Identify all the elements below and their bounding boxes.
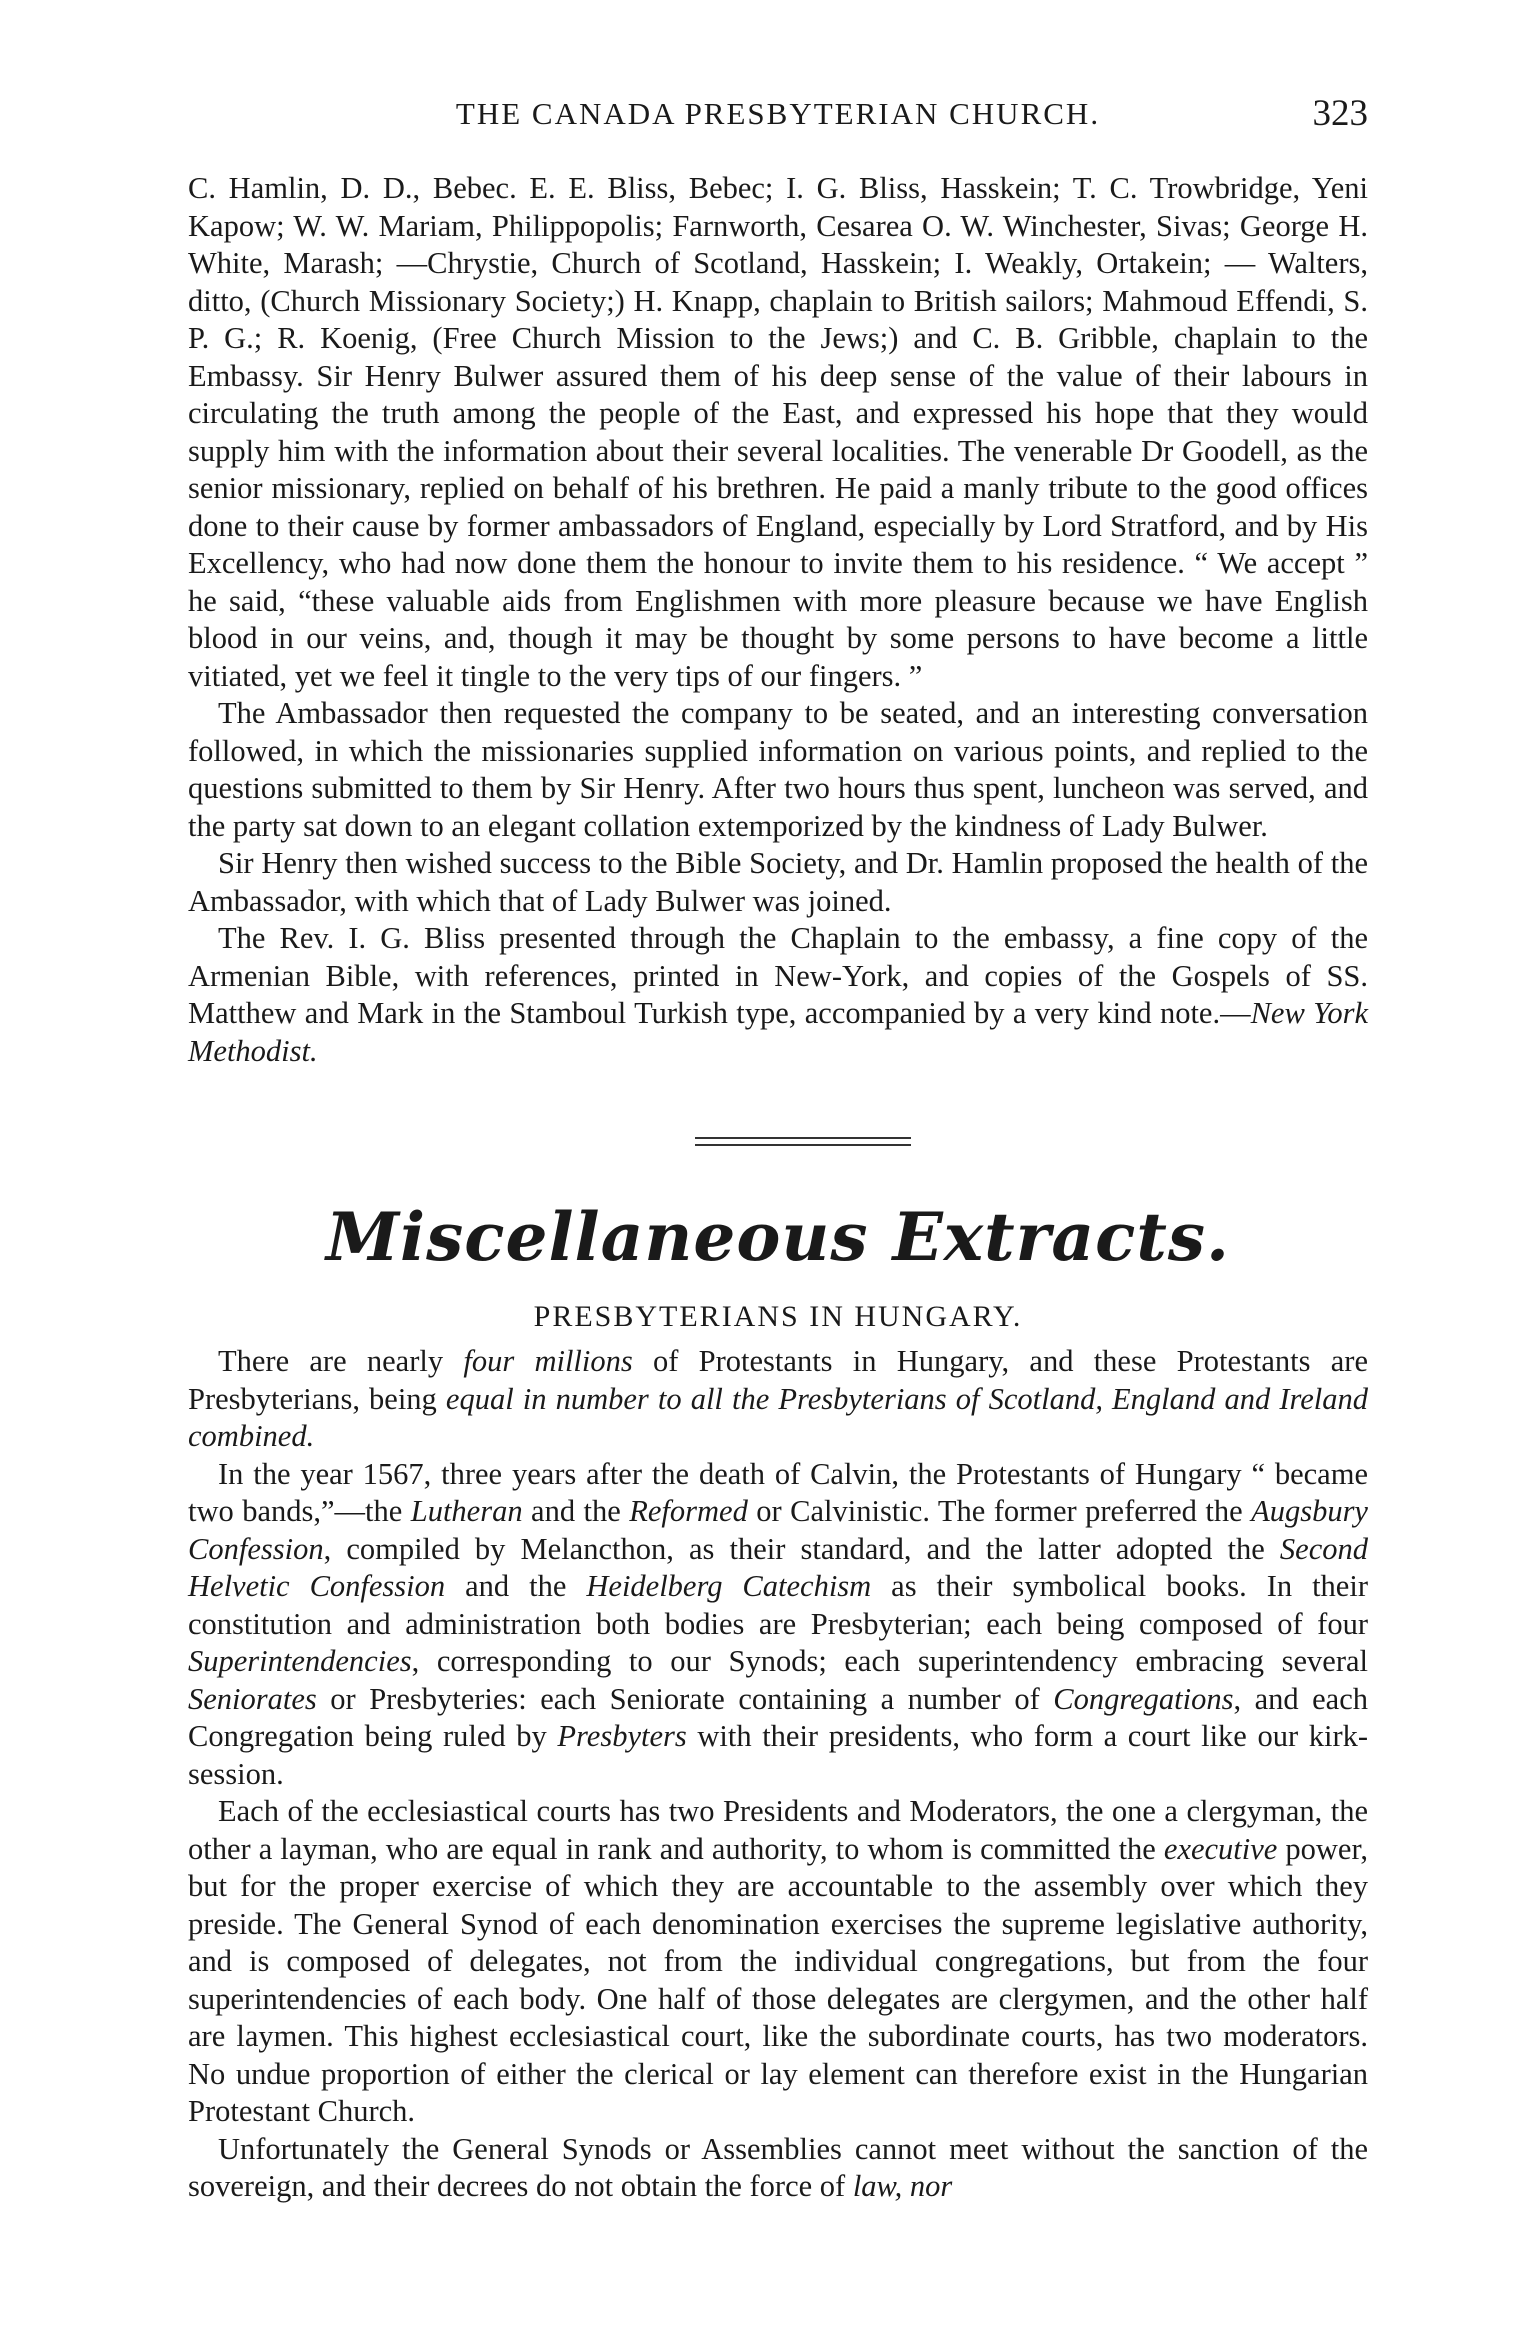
article-paragraph (188, 1456, 1368, 1794)
text-span: power, but for the proper exercise of which they are accountable to the assembly over which they preside. The General Synod of each denomination exercises the supreme legislative authority, and is composed of delegates, not from the individual congregations, but from the four superintendencies of each body. One half of those delegates are clergymen, and the other half are laymen. This highest ecclesiastical court, like the subordinate courts, has two moderators. No undue proportion of either the clerical or lay element can therefore exist in the Hungarian Protestant Church. (188, 1831, 1369, 2128)
text-span: , and each Congregation being ruled by (188, 1681, 1368, 1753)
text-span: Each of the ecclesiastical courts has two Presidents and Moderators, the one a clergyman, the other a layman, who are equal in rank and authority, to whom is committed the (188, 1794, 1368, 1866)
italic-span: Congregations (1053, 1681, 1234, 1716)
report-paragraph: Sir Henry then wished success to the Bible Society, and Dr. Hamlin proposed the health of the Ambassador, with which that of Lady Bulwer was joined. (188, 846, 1368, 918)
article-paragraph (188, 1343, 1368, 1456)
italic-span: Seniorates (188, 1681, 317, 1716)
report-text (188, 170, 1368, 1070)
text-span: , corresponding to our Synods; each superintendency embracing several (411, 1644, 1368, 1678)
italic-span: Heidelberg Catechism (586, 1569, 872, 1603)
italic-span: Presbyters (557, 1719, 687, 1753)
italic-span: executive (1163, 1831, 1278, 1866)
divider-rule (695, 1144, 911, 1146)
italic-span: Reformed (629, 1494, 748, 1528)
article-title: PRESBYTERIANS IN HUNGARY. (533, 1300, 1023, 1333)
text-span: of Protestants in Hungary, and these Protestants are Presbyterians, being (188, 1344, 1368, 1416)
text-span: as their symbolical books. In their constitution and administration both bodies are Presbyterian; each being composed of four (188, 1569, 1368, 1641)
text-span: and the (522, 1494, 630, 1528)
text-span: There are nearly (218, 1344, 464, 1378)
text-span: Unfortunately the General Synods or Assemblies cannot meet without the sanction of the sovereign, and their decrees do not obtain the force of (188, 2131, 1368, 2203)
text-span: or Calvinistic. The former preferred the (747, 1494, 1252, 1528)
italic-span: Superintendencies (188, 1644, 412, 1678)
divider-rule (695, 1137, 911, 1139)
report-text-span: The Rev. I. G. Bliss presented through the Chaplain to the embassy, a fine copy of the Armenian Bible, with references, printed in New-York, and copies of the Gospels of SS. Matthew and Mark in the Stamboul Turkish type, accompanied by a very kind note.— (188, 921, 1368, 1030)
italic-span: law, nor (852, 2169, 953, 2203)
report-paragraph: C. Hamlin, D. D., Bebec. E. E. Bliss, Bebec; I. G. Bliss, Hasskein; T. C. Trowbridge, Yeni Kapow; W. W. Mariam, Philippopolis; Farnworth, Cesarea O. W. Winchester, Sivas; George H. White, Marash; —Chrystie, Church of Scotland, Hasskein; I. Weakly, Ortakein; — Walters, ditto, (Church Missionary Society;) H. Knapp, chaplain to British sailors; Mahmoud Effendi, S. P. G.; R. Koenig, (Free Church Mission to the Jews;) and C. B. Gribble, chaplain to the Embassy. Sir Henry Bulwer assured them of his deep sense of the value of their labours in circulating the truth among the people of the East, and expressed his hope that they would supply him with the information about their several localities. The venerable Dr Goodell, as the senior missionary, replied on behalf of his brethren. He paid a manly tribute to the good offices done to their cause by former ambassadors of England, especially by Lord Stratford, and by His Excellency, who had now done them the honour to invite them to his residence. “ We accept ” he said, “these valuable aids from Englishmen with more pleasure because we have English blood in our veins, and, though it may be thought by some persons to have become a little vitiated, yet we feel it tingle to the very tips of our fingers. ” (188, 171, 1368, 693)
report-paragraph: The Ambassador then requested the company to be seated, and an interesting conversation followed, in which the missionaries supplied information on various points, and replied to the questions submitted to them by Sir Henry. After two hours thus spent, luncheon was served, and the party sat down to an elegant collation extemporized by the kindness of Lady Bulwer. (188, 696, 1368, 843)
italic-span: Augsbury Confession (188, 1494, 1368, 1566)
italic-span: equal in number to all the Presbyterians of Scotland, England and Ireland combined. (188, 1381, 1369, 1453)
running-head (188, 92, 1368, 142)
section-divider (695, 1137, 911, 1151)
source-citation: New York Methodist. (188, 996, 1369, 1068)
text-span: In the year 1567, three years after the death of Calvin, the Protestants of Hungary “ became two bands,”—the (188, 1456, 1368, 1528)
running-title: THE CANADA PRESBYTERIAN CHURCH. (455, 96, 1101, 131)
italic-span: four millions (463, 1344, 633, 1378)
text-span: , compiled by Melancthon, as their standard, and the latter adopted the (323, 1531, 1280, 1566)
section-title: Miscellaneous Extracts. (326, 1198, 1230, 1276)
report-paragraph (188, 920, 1368, 1070)
text-span: and the (445, 1569, 587, 1603)
article-text (188, 1343, 1368, 2206)
article-paragraph (188, 2131, 1368, 2206)
text-span: or Presbyteries: each Seniorate containing a number of (316, 1681, 1054, 1716)
page-number: 323 (1312, 93, 1368, 134)
article-paragraph (188, 1793, 1368, 2131)
italic-span: Lutheran (410, 1494, 523, 1528)
text-span: with their presidents, who form a court like our kirk-session. (188, 1719, 1369, 1791)
italic-span: Second Helvetic Confession (188, 1531, 1368, 1603)
